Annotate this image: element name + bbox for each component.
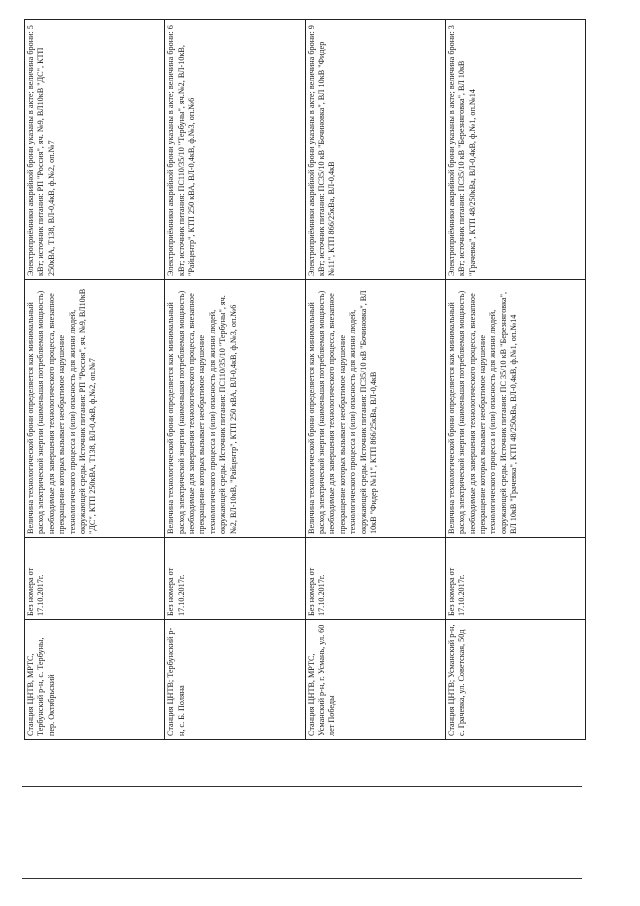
- justification-cell: Величина технологической брони определяется как минимальный расход электрической энергии (наименьшая потребляемая мощность) необходимые для завершения технологического процесса, внезапное прекращение которых вызывает необратимое нарушение технологического процесса и (или) опасность для жизни людей, окружающей среды. Источник питания: РП "Россия", яч. №9, ВЛ10кВ "ДС", КТП 250кВА, Т138, ВЛ-0,4кВ, ф.№2, оп.№7: [25, 280, 165, 538]
- emergency-armor-cell: Электроприёмники аварийной брони указаны в акте; величина брони: 6 кВт; источник питания: ПС110/35/10 "Тербуны", яч.№2, ВЛ-10кВ, "Райцентр", КТП 250 кВА, ВЛ-0,4кВ, ф.№3, оп.№6: [165, 20, 305, 280]
- table-row: [305, 20, 445, 740]
- document-cell: Без номера от 17.10.2017г.: [165, 538, 305, 620]
- object-cell: Станция ЦНТВ, МРТС, Тербунский р-н, с. Тербуны, пер. Октябрьский: [25, 620, 165, 740]
- table-row: [165, 20, 305, 740]
- object-cell: Станция ЦНТВ; Усманский р-н, с. Грачевка, ул. Советская, 50д: [445, 620, 585, 740]
- justification-cell: Величина технологической брони определяется как минимальный расход электрической энергии (наименьшая потребляемая мощность) необходимые для завершения технологического процесса, внезапное прекращение которых вызывает необратимое нарушение технологического процесса и (или) опасность для жизни людей, окружающей среды. Источник питания: ПС110/35/10 "Тербуны", яч.№2, ВЛ-10кВ, "Райцентр", КТП 250 кВА, ВЛ-0,4кВ, ф.№3, оп.№6: [165, 280, 305, 538]
- object-cell: Станция ЦНТВ; Тербунский р-н, с. Б. Поляна: [165, 620, 305, 740]
- rotated-table-container: [24, 20, 586, 740]
- justification-cell: Величина технологической брони определяется как минимальный расход электрической энергии (наименьшая потребляемая мощность) необходимые для завершения технологического процесса, внезапное прекращение которых вызывает необратимое нарушение технологического процесса и (или) опасность для жизни людей, окружающей среды. Источник питания: ПС 35/10 кВ "Березняговка", ВЛ 10кВ "Грачевка", КТП 48/250кВа, ВЛ-0,4кВ, ф.№1, оп.№14: [445, 280, 585, 538]
- divider-line: [22, 786, 582, 787]
- emergency-armor-cell: Электроприёмники аварийной брони указаны в акте; величина брони: 3 кВт; источник питания: ПС35/10 кВ "Березняговка", ВЛ 10кВ "Грачевка", КТП 48/250кВа, ВЛ-0,4кВ, ф.№1, оп.№14: [445, 20, 585, 280]
- document-cell: Без номера от 17.10.2017г.: [445, 538, 585, 620]
- table-row: [445, 20, 585, 740]
- document-cell: Без номера от 17.10.2017г.: [25, 538, 165, 620]
- table-row: [25, 20, 165, 740]
- divider-line: [22, 878, 582, 879]
- emergency-armor-cell: Электроприёмники аварийной брони указаны в акте; величина брони: 9 кВт; источник питания: ПС35/10 кВ "Бочиновка", ВЛ 10кВ "Фидер №11", КТП 866/25кВа, ВЛ-0,4кВ: [305, 20, 445, 280]
- justification-cell: Величина технологической брони определяется как минимальный расход электрической энергии (наименьшая потребляемая мощность) необходимые для завершения технологического процесса, внезапное прекращение которых вызывает необратимое нарушение технологического процесса и (или) опасность для жизни людей, окружающей среды. Источник питания: ПС35/10 кВ "Бочиновка", ВЛ 10кВ "Фидер №11", КТП 866/25кВа, ВЛ-0,4кВ: [305, 280, 445, 538]
- power-reserve-table: [24, 19, 586, 740]
- document-cell: Без номера от 17.10.2017г.: [305, 538, 445, 620]
- emergency-armor-cell: Электроприёмники аварийной брони указаны в акте; величина брони: 5 кВт; источник питания: РП "Россия", яч. №9, ВЛ10кВ "ДС", КТП 250кВА, Т138, ВЛ-0,4кВ, ф.№2, оп.№7: [25, 20, 165, 280]
- object-cell: Станция ЦНТВ, МРТС, Усманский р-н, г. Усмань, ул. 60 лет Победы: [305, 620, 445, 740]
